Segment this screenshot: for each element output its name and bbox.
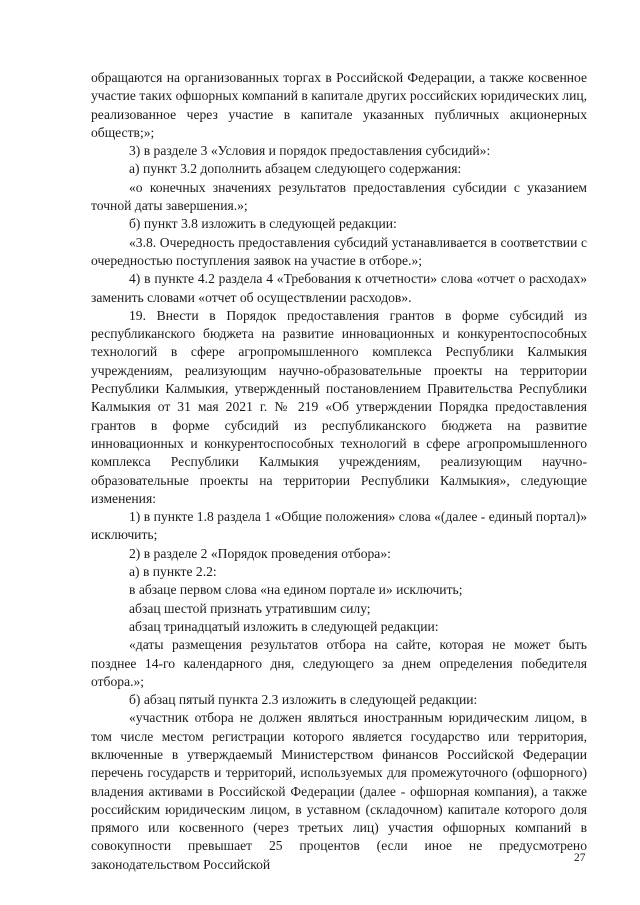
paragraph: 3) в разделе 3 «Условия и порядок предоставления субсидий»: [129,143,491,159]
paragraph: а) пункт 3.2 дополнить абзацем следующего содержания: [129,161,462,177]
paragraph: «о конечных значениях результатов предоставления субсидии с указанием точной даты завершения.»; [91,179,587,214]
paragraph: абзац шестой признать утратившим силу; [129,600,371,616]
page-number: 27 [574,852,586,864]
paragraph: «даты размещения результатов отбора на сайте, которая не может быть позднее 14-го календарного дня, следующего за днем определения победителя отбора.»; [91,637,587,689]
paragraph: 19. Внести в Порядок предоставления грантов в форме субсидий из республиканского бюджета на развитие инновационных и конкурентоспособных технологий в сфере агропромышленного комплекса Республики Калмыкия учреждениям, реализующим научно-образовательные проекты на территории Республики Калмыкия, утвержденный постановлением Правительства Республики Калмыкия от 31 мая 2021 г. № 219 «Об утверждении Порядка предоставления грантов в форме субсидий из республиканского бюджета на развитие инновационных и конкурентоспособных технологий в сфере агропромышленного комплекса Республики Калмыкия учреждениям, реализующим научно-образовательные проекты на территории Республики Калмыкия», следующие изменения: [91,307,587,506]
paragraph: б) пункт 3.8 изложить в следующей редакции: [129,216,397,232]
paragraph: абзац тринадцатый изложить в следующей редакции: [129,618,439,634]
paragraph: в абзаце первом слова «на едином портале и» исключить; [129,582,463,598]
paragraph: а) в пункте 2.2: [129,564,217,580]
paragraph: 4) в пункте 4.2 раздела 4 «Требования к отчетности» слова «отчет о расходах» заменить словами «отчет об осуществлении расходов». [91,271,587,305]
paragraph: 2) в разделе 2 «Порядок проведения отбора»: [129,545,391,561]
paragraph: «3.8. Очередность предоставления субсидий устанавливается в соответствии с очередностью поступления заявок на участие в отборе.»; [91,234,587,268]
paragraph: «участник отбора не должен являться иностранным юридическим лицом, в том числе местом регистрации которого является государство или территория, включенные в утверждаемый Министерством финансов Российской Федерации перечень государств и территорий, используемых для промежуточного (офшорного) владения активами в Российской Федерации (далее - офшорная компания), а также российским юридическим лицом, в уставном (складочном) капитале которого доля прямого или косвенного (через третьих лиц) участия офшорных компаний в совокупности превышает 25 процентов (если иное не предусмотрено законодательством Российской [91,710,587,872]
paragraph: б) абзац пятый пункта 2.3 изложить в следующей редакции: [129,692,478,708]
paragraph: обращаются на организованных торгах в Российской Федерации, а также косвенное участие таких офшорных компаний в капитале других российских юридических лиц, реализованное через участие в капитале указанных публичных акционерных обществ;»; [91,70,588,140]
document-body [91,69,587,874]
paragraph: 1) в пункте 1.8 раздела 1 «Общие положения» слова «(далее - единый портал)» исключить; [91,509,587,543]
